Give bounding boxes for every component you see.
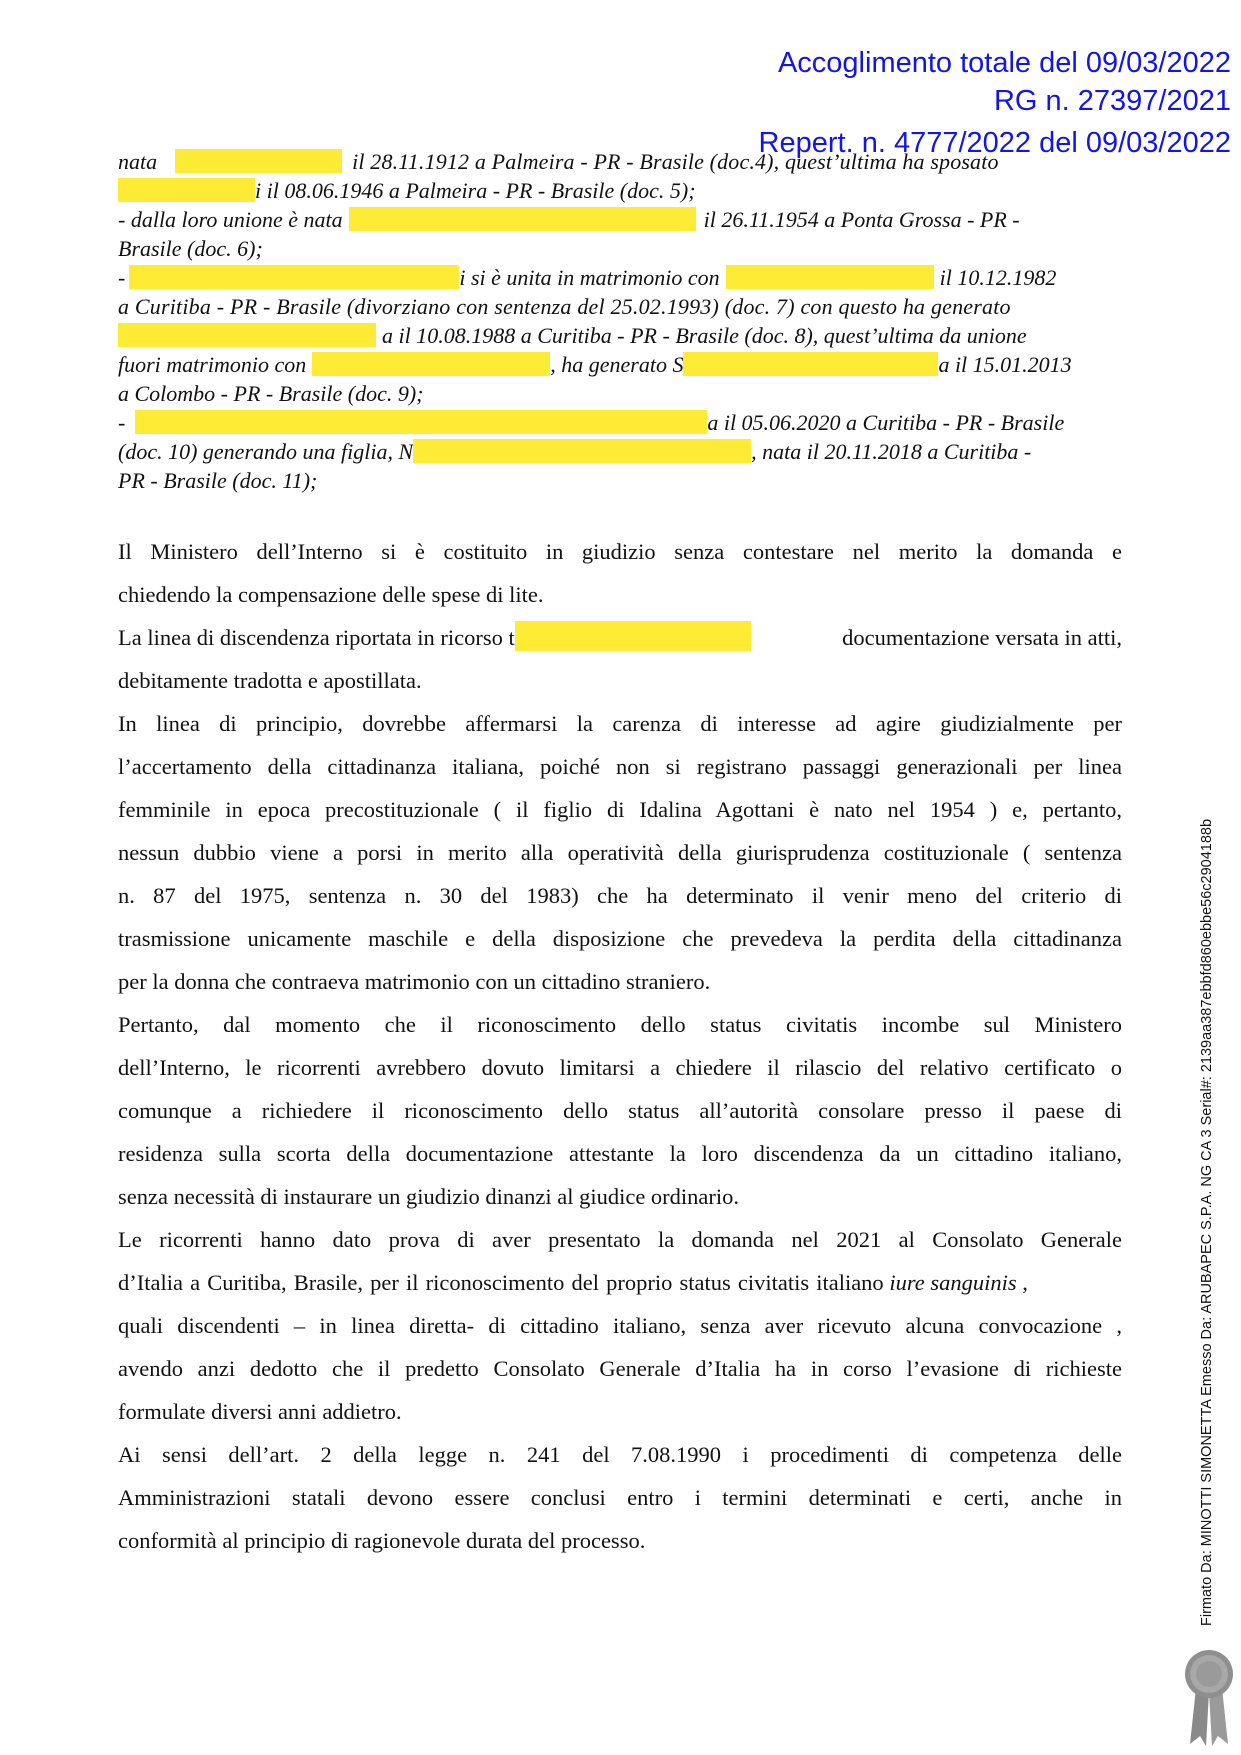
redaction bbox=[129, 265, 459, 289]
text-line: La linea di discendenza riportata in ricorso t documentazione versata in atti, bbox=[118, 616, 1122, 659]
text-line: n. 87 del 1975, sentenza n. 30 del 1983) che ha determinato il venir meno del criterio di bbox=[118, 883, 1122, 908]
filing-stamp bbox=[778, 44, 1231, 120]
text-line: comunque a richiedere il riconoscimento dello status all’autorità consolare presso il paese di bbox=[118, 1098, 1122, 1123]
text-line: senza necessità di instaurare un giudizio dinanzi al giudice ordinario. bbox=[118, 1184, 740, 1209]
text-line: chiedendo la compensazione delle spese di lite. bbox=[118, 582, 544, 607]
redaction bbox=[726, 265, 934, 289]
genealogy-line: - a il 05.06.2020 a Curitiba - PR - Brasile bbox=[118, 410, 1065, 435]
text-line: dell’Interno, le ricorrenti avrebbero dovuto limitarsi a chiedere il rilascio del relativo certificato o bbox=[118, 1055, 1122, 1080]
genealogy-line: nata il 28.11.1912 a Palmeira - PR - Brasile (doc.4), quest’ultima ha sposato bbox=[118, 149, 999, 174]
genealogy-line: (doc. 10) generando una figlia, N , nata il 20.11.2018 a Curitiba - bbox=[118, 439, 1032, 464]
genealogy-line: Brasile (doc. 6); bbox=[118, 236, 263, 261]
text-line: trasmissione unicamente maschile e della disposizione che prevedeva la perdita della cittadinanza bbox=[118, 926, 1122, 951]
redaction bbox=[683, 352, 938, 376]
body-text bbox=[118, 530, 1122, 1562]
redaction bbox=[413, 439, 751, 463]
redaction bbox=[349, 207, 696, 231]
paragraph bbox=[118, 1003, 1122, 1218]
text-line: per la donna che contraeva matrimonio con un cittadino straniero. bbox=[118, 969, 711, 994]
stamp-line-3: Repert. n. 4777/2022 del 09/03/2022 bbox=[758, 127, 1231, 159]
text-line: Amministrazioni statali devono essere conclusi entro i termini determinati e certi, anche in bbox=[118, 1485, 1122, 1510]
genealogy-line: - i si è unita in matrimonio con il 10.12.1982 bbox=[118, 265, 1057, 290]
genealogy-line: a il 10.08.1988 a Curitiba - PR - Brasile (doc. 8), quest’ultima da unione bbox=[118, 321, 1122, 350]
stamp-line-1: Accoglimento totale del 09/03/2022 bbox=[777, 47, 1231, 79]
genealogy-line: a Colombo - PR - Brasile (doc. 9); bbox=[118, 381, 424, 406]
text-line: femminile in epoca precostituzionale ( il figlio di Idalina Agottani è nato nel 1954 ) e, pertanto, bbox=[118, 797, 1122, 822]
redaction bbox=[135, 410, 707, 434]
seal-icon bbox=[1182, 1646, 1236, 1750]
text-line: avendo anzi dedotto che il predetto Consolato Generale d’Italia ha in corso l’evasione di richieste bbox=[118, 1356, 1122, 1381]
paragraph bbox=[118, 616, 1122, 702]
redaction bbox=[118, 178, 255, 202]
genealogy-block bbox=[118, 147, 1122, 495]
genealogy-line: - dalla loro unione è nata il 26.11.1954 a Ponta Grossa - PR - bbox=[118, 207, 1020, 232]
genealogy-line: PR - Brasile (doc. 11); bbox=[118, 468, 318, 493]
text-line: l’accertamento della cittadinanza italiana, poiché non si registrano passaggi generazionali per linea bbox=[118, 754, 1122, 779]
redaction bbox=[312, 352, 550, 376]
paragraph bbox=[118, 1433, 1122, 1562]
text-line: conformità al principio di ragionevole durata del processo. bbox=[118, 1528, 646, 1553]
text-line: residenza sulla scorta della documentazione attestante la loro discendenza da un cittadino italiano, bbox=[118, 1141, 1122, 1166]
text-line: d’Italia a Curitiba, Brasile, per il riconoscimento del proprio status civitatis italiano iure sanguinis , bbox=[118, 1270, 1028, 1295]
paragraph bbox=[118, 530, 1122, 616]
redaction bbox=[175, 149, 342, 173]
text-line: Le ricorrenti hanno dato prova di aver presentato la domanda nel 2021 al Consolato Generale bbox=[118, 1227, 1122, 1252]
redaction bbox=[118, 323, 376, 347]
text-line: Ai sensi dell’art. 2 della legge n. 241 del 7.08.1990 i procedimenti di competenza delle bbox=[118, 1442, 1122, 1467]
filing-stamp-repert bbox=[759, 124, 1231, 162]
text-line: debitamente tradotta e apostillata. bbox=[118, 668, 422, 693]
paragraph bbox=[118, 1218, 1122, 1433]
text-line: nessun dubbio viene a porsi in merito alla operatività della giurisprudenza costituzionale ( sentenza bbox=[118, 840, 1122, 865]
text-line: Il Ministero dell’Interno si è costituito in giudizio senza contestare nel merito la domanda e bbox=[118, 539, 1122, 564]
paragraph bbox=[118, 702, 1122, 1003]
digital-signature-text: Firmato Da: MINOTTI SIMONETTA Emesso Da: ARUBAPEC S.P.A. NG CA 3 Serial#: 2139aa387ebbfd860ebbe56c2904188b bbox=[1199, 818, 1215, 1626]
text-line: formulate diversi anni addietro. bbox=[118, 1399, 402, 1424]
genealogy-line: fuori matrimonio con , ha generato S a il 15.01.2013 bbox=[118, 352, 1072, 377]
genealogy-line: i il 08.06.1946 a Palmeira - PR - Brasile (doc. 5); bbox=[118, 176, 1122, 205]
stamp-line-2: RG n. 27397/2021 bbox=[993, 85, 1231, 117]
redaction bbox=[515, 621, 751, 651]
text-line: Pertanto, dal momento che il riconoscimento dello status civitatis incombe sul Ministero bbox=[118, 1012, 1122, 1037]
text-line: quali discendenti – in linea diretta- di cittadino italiano, senza aver ricevuto alcuna convocazione , bbox=[118, 1313, 1122, 1338]
text-line: In linea di principio, dovrebbe affermarsi la carenza di interesse ad agire giudizialmente per bbox=[118, 711, 1122, 736]
genealogy-line: a Curitiba - PR - Brasile (divorziano con sentenza del 25.02.1993) (doc. 7) con questo ha generato bbox=[118, 294, 1011, 319]
